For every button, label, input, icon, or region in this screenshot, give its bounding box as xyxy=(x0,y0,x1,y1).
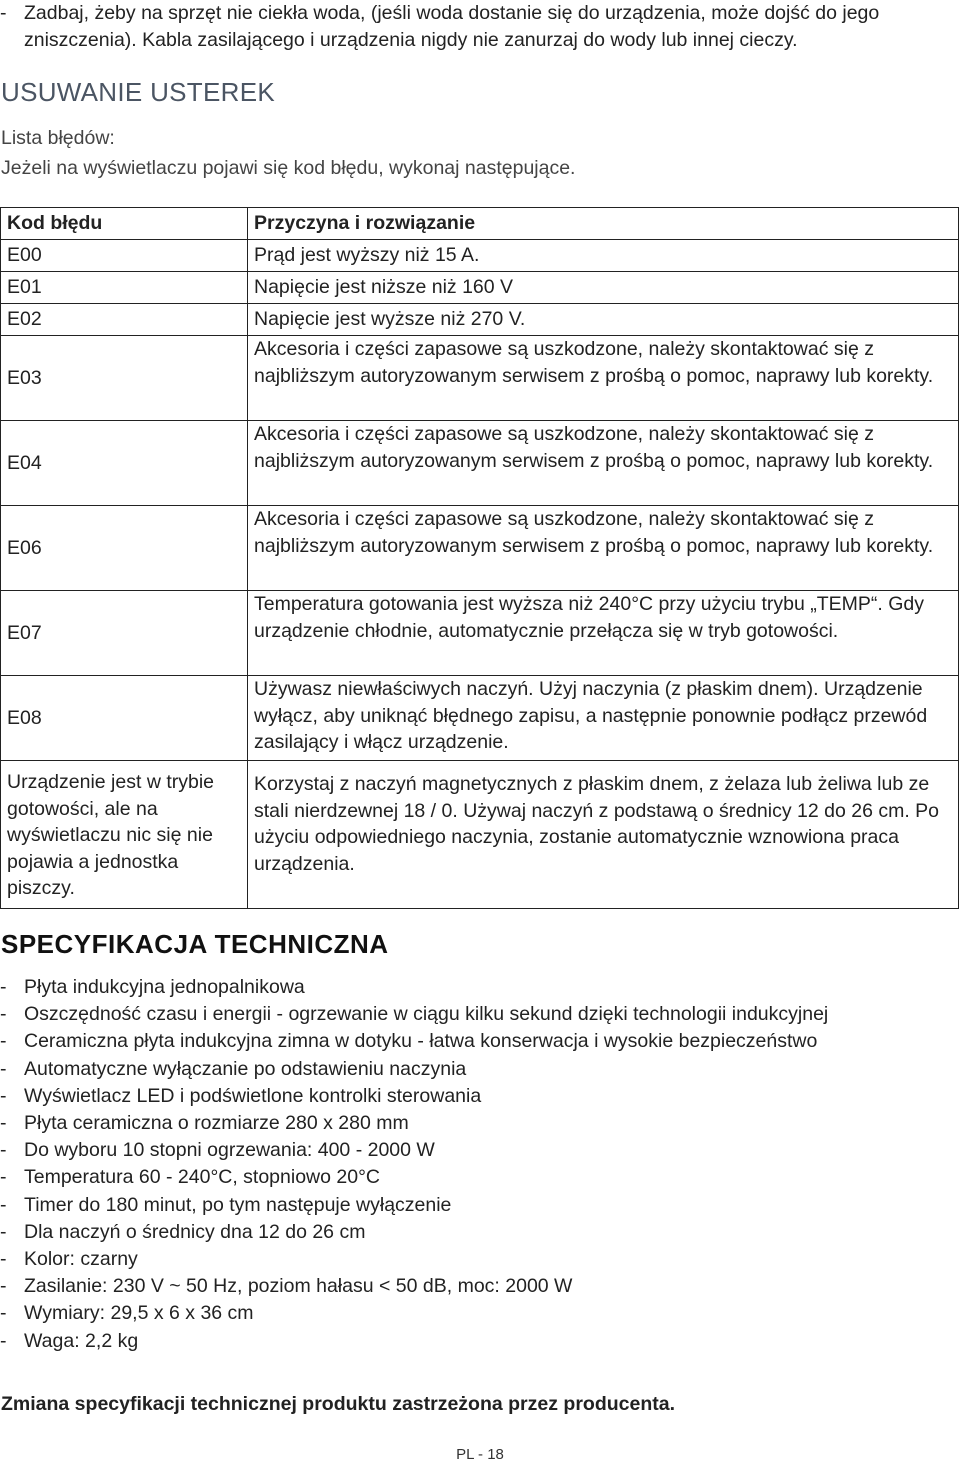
list-dash: - xyxy=(0,1220,7,1243)
list-item-text: Kolor: czarny xyxy=(24,1248,138,1271)
list-item-text: Do wyboru 10 stopni ogrzewania: 400 - 2000 W xyxy=(24,1139,435,1162)
list-item xyxy=(0,1056,960,1083)
list-item xyxy=(0,1219,960,1246)
list-item xyxy=(0,1137,960,1164)
error-code: E07 xyxy=(1,591,248,676)
error-description: Napięcie jest niższe niż 160 V xyxy=(248,272,959,304)
list-item xyxy=(0,1328,960,1355)
list-item-text: Wymiary: 29,5 x 6 x 36 cm xyxy=(24,1302,254,1325)
specification-heading: SPECYFIKACJA TECHNICZNA xyxy=(1,929,389,959)
list-item-text: Waga: 2,2 kg xyxy=(24,1329,139,1352)
list-dash: - xyxy=(0,976,7,998)
error-code: E04 xyxy=(1,421,248,506)
table-row xyxy=(1,240,959,272)
list-item xyxy=(0,1273,960,1300)
error-code: E00 xyxy=(1,240,248,272)
error-symptom: Urządzenie jest w trybie gotowości, ale na wyświetlaczu nic się nie pojawia a jednostka piszczy. xyxy=(1,761,248,909)
list-item xyxy=(0,1083,960,1110)
list-dash: - xyxy=(0,1329,7,1352)
list-dash: - xyxy=(0,1248,7,1271)
error-code: E02 xyxy=(1,304,248,336)
list-item xyxy=(0,1028,960,1055)
table-row xyxy=(1,272,959,304)
error-description: Akcesoria i części zapasowe są uszkodzone, należy skontaktować się z najbliższym autoryzowanym serwisem z prośbą o pomoc, naprawy lub korekty. xyxy=(248,506,959,591)
troubleshooting-intro xyxy=(1,123,575,183)
error-description: Akcesoria i części zapasowe są uszkodzone, należy skontaktować się z najbliższym autoryzowanym serwisem z prośbą o pomoc, naprawy lub korekty. xyxy=(248,336,959,421)
specification-list xyxy=(0,974,960,1355)
error-description: Prąd jest wyższy niż 15 A. xyxy=(248,240,959,272)
list-item xyxy=(0,1246,960,1273)
list-item-text: Timer do 180 minut, po tym następuje wyłączenie xyxy=(24,1193,452,1216)
error-description: Używasz niewłaściwych naczyń. Użyj naczynia (z płaskim dnem). Urządzenie wyłącz, aby uniknąć błędnego zapisu, a następnie ponownie podłącz przewód zasilający i włącz urządzenie. xyxy=(248,676,959,761)
list-item-text: Ceramiczna płyta indukcyjna zimna w dotyku - łatwa konserwacja i wysokie bezpieczeństwo xyxy=(24,1030,818,1053)
list-dash: - xyxy=(0,1139,7,1162)
list-item-text: Dla naczyń o średnicy dna 12 do 26 cm xyxy=(24,1220,366,1243)
list-item-text: Wyświetlacz LED i podświetlone kontrolki sterowania xyxy=(24,1084,482,1107)
intro-text: Zadbaj, żeby na sprzęt nie ciekła woda, (jeśli woda dostanie się do urządzenia, może dojść do jego zniszczenia). Kabla zasilającego i urządzenia nigdy nie zanurzaj do wody lub innej cieczy. xyxy=(24,2,880,51)
list-item-text: Automatyczne wyłączanie po odstawieniu naczynia xyxy=(24,1057,467,1080)
table-row xyxy=(1,421,959,506)
list-item-text: Oszczędność czasu i energii - ogrzewanie w ciągu kilku sekund dzięki technologii indukcyjnej xyxy=(24,1003,829,1026)
list-dash: - xyxy=(0,1112,7,1135)
list-item xyxy=(0,974,960,1001)
error-code: E08 xyxy=(1,676,248,761)
error-description: Napięcie jest wyższe niż 270 V. xyxy=(248,304,959,336)
table-row xyxy=(1,506,959,591)
list-item-text: Płyta ceramiczna o rozmiarze 280 x 280 mm xyxy=(24,1112,409,1135)
error-list-label: Lista błędów: xyxy=(1,127,115,149)
list-item xyxy=(0,1300,960,1327)
error-code: E06 xyxy=(1,506,248,591)
error-description: Akcesoria i części zapasowe są uszkodzone, należy skontaktować się z najbliższym autoryzowanym serwisem z prośbą o pomoc, naprawy lub korekty. xyxy=(248,421,959,506)
table-row xyxy=(1,591,959,676)
list-dash: - xyxy=(0,1166,7,1189)
list-dash: - xyxy=(0,1003,7,1026)
header-code: Kod błędu xyxy=(1,208,248,240)
list-item xyxy=(0,1164,960,1191)
list-item-text: Zasilanie: 230 V ~ 50 Hz, poziom hałasu < 50 dB, moc: 2000 W xyxy=(24,1275,573,1298)
table-row xyxy=(1,304,959,336)
list-dash: - xyxy=(0,1275,7,1298)
error-instruction: Jeżeli na wyświetlaczu pojawi się kod błędu, wykonaj następujące. xyxy=(1,157,576,179)
table-row xyxy=(1,676,959,761)
list-dash: - xyxy=(0,1193,7,1216)
list-dash: - xyxy=(0,1084,7,1107)
error-description: Korzystaj z naczyń magnetycznych z płaskim dnem, z żelaza lub żeliwa lub ze stali nierdzewnej 18 / 0. Używaj naczyń z podstawą o średnicy 12 do 26 cm. Po użyciu odpowiedniego naczynia, zostanie automatycznie wznowiona praca urządzenia. xyxy=(248,761,959,909)
list-item-text: Temperatura 60 - 240°C, stopniowo 20°C xyxy=(24,1166,380,1189)
error-code: E01 xyxy=(1,272,248,304)
specification-note: Zmiana specyfikacji technicznej produktu zastrzeżona przez producenta. xyxy=(1,1393,675,1415)
intro-paragraph xyxy=(0,0,960,54)
error-code: E03 xyxy=(1,336,248,421)
header-cause: Przyczyna i rozwiązanie xyxy=(248,208,959,240)
error-description: Temperatura gotowania jest wyższa niż 240°C przy użyciu trybu „TEMP“. Gdy urządzenie chłodnie, automatycznie przełącza się w tryb gotowości. xyxy=(248,591,959,676)
list-dash: - xyxy=(0,1057,7,1080)
list-item xyxy=(0,1110,960,1137)
list-dash: - xyxy=(0,1302,7,1325)
table-row xyxy=(1,336,959,421)
page-number: PL - 18 xyxy=(456,1446,504,1463)
list-dash: - xyxy=(0,1030,7,1053)
list-item-text: Płyta indukcyjna jednopalnikowa xyxy=(24,976,305,998)
list-item xyxy=(0,1192,960,1219)
error-code-table xyxy=(0,207,959,909)
intro-dash: - xyxy=(0,2,7,24)
troubleshooting-heading: USUWANIE USTEREK xyxy=(1,77,275,107)
table-row xyxy=(1,761,959,909)
table-header-row xyxy=(1,208,959,240)
list-item xyxy=(0,1001,960,1028)
